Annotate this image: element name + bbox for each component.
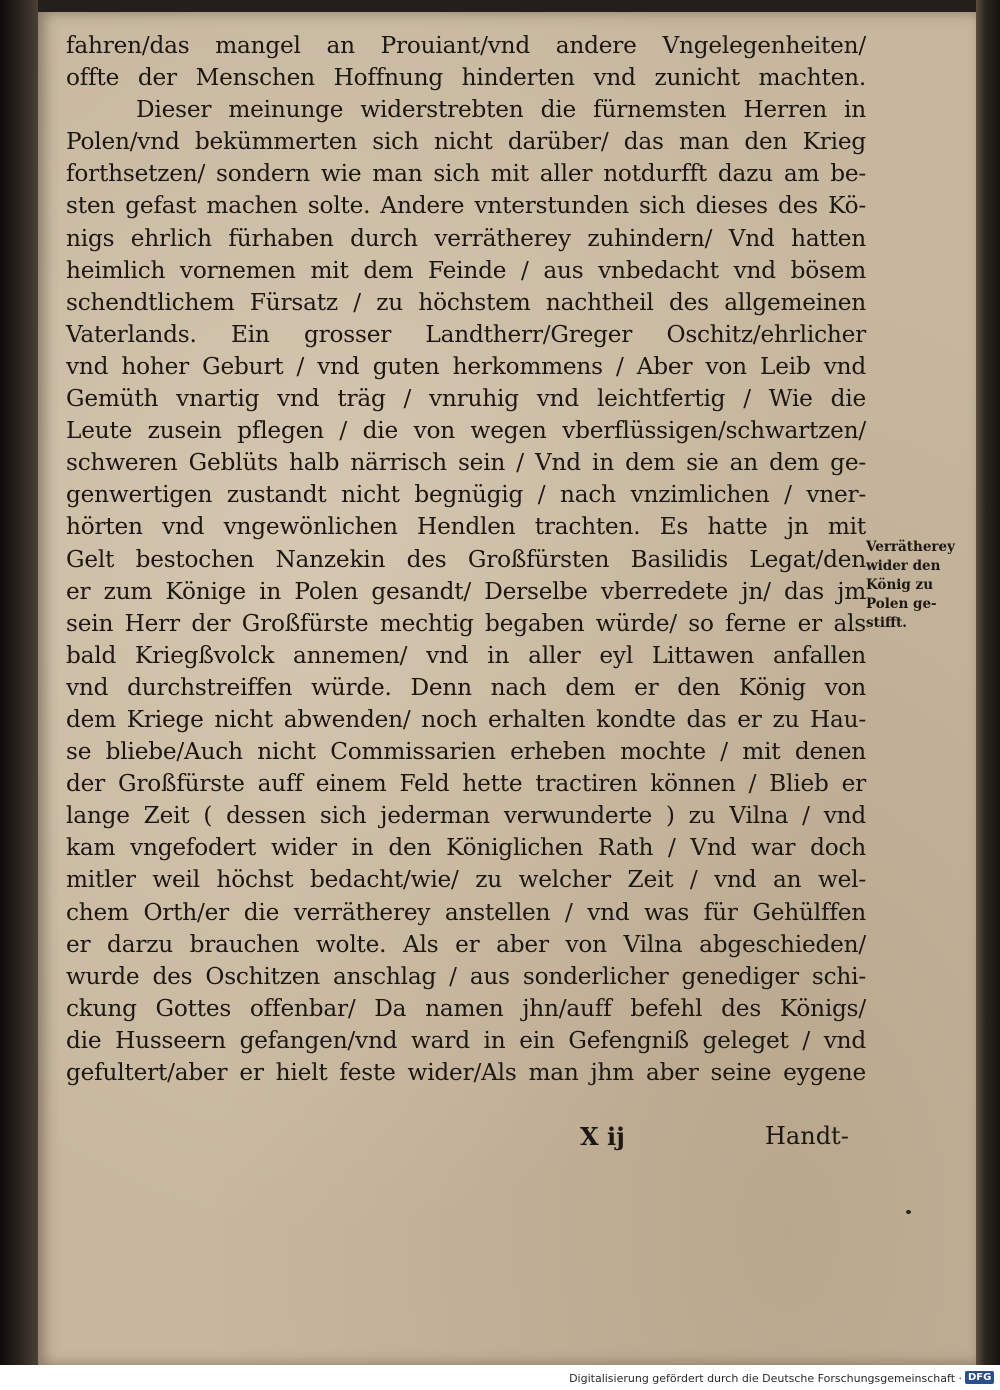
text-line: forthsetzen/ sondern wie man sich mit aller notdurfft dazu am be-: [66, 160, 866, 188]
text-line: Vaterlands. Ein grosser Landtherr/Greger Oschitz/ehrlicher: [66, 320, 866, 348]
text-line: offte der Menschen Hoffnung hinderten vnd zunicht machten.: [66, 64, 866, 92]
text-line: mitler weil höchst bedacht/wie/ zu welcher Zeit / vnd an wel-: [66, 866, 866, 894]
margin-note: [866, 538, 976, 633]
text-line: hörten vnd vngewönlichen Hendlen trachten. Es hatte jn mit: [66, 513, 866, 541]
signature-mark: X ij: [580, 1122, 625, 1151]
text-line: schweren Geblüts halb närrisch sein / Vnd in dem sie an dem ge-: [66, 449, 866, 477]
margin-note-line: Verrätherey: [866, 539, 955, 555]
margin-note-line: König zu: [866, 577, 934, 593]
text-line: schendtlichem Fürsatz / zu höchstem nachtheil des allgemeinen: [66, 288, 866, 316]
text-line: genwertigen zustandt nicht begnügig / nach vnzimlichen / vner-: [66, 481, 866, 509]
text-line: sten gefast machen solte. Andere vnterstunden sich dieses des Kö-: [66, 192, 866, 220]
text-line: Gelt bestochen Nanzekin des Großfürsten Basilidis Legat/den: [66, 545, 866, 573]
text-line: heimlich vornemen mit dem Feinde / aus vnbedacht vnd bösem: [66, 256, 866, 284]
page-edge-right: [976, 0, 1000, 1365]
text-line: bald Kriegßvolck annemen/ vnd in aller eyl Littawen anfallen: [66, 641, 866, 669]
text-line: der Großfürste auff einem Feld hette tractiren können / Blieb er: [66, 770, 866, 798]
catchword: Handt-: [765, 1122, 849, 1150]
text-line: lange Zeit ( dessen sich jederman verwunderte ) zu Vilna / vnd: [66, 802, 866, 830]
text-line: chem Orth/er die verrätherey anstellen / vnd was für Gehülffen: [66, 898, 866, 926]
text-line: se bliebe/Auch nicht Commissarien erheben mochte / mit denen: [66, 738, 866, 766]
text-line: dem Kriege nicht abwenden/ noch erhalten kondte das er zu Hau-: [66, 705, 866, 733]
text-line: Leute zusein pflegen / die von wegen vberflüssigen/schwartzen/: [66, 417, 866, 445]
book-gutter-shadow: [0, 0, 38, 1365]
text-line: nigs ehrlich fürhaben durch verrätherey zuhindern/ Vnd hatten: [66, 224, 866, 252]
text-line: die Husseern gefangen/vnd ward in ein Gefengniß geleget / vnd: [66, 1026, 866, 1054]
body-text: [66, 30, 866, 1089]
text-line: wurde des Oschitzen anschlag / aus sonderlicher genediger schi-: [66, 962, 866, 990]
margin-note-line: stifft.: [866, 615, 907, 631]
text-line: ckung Gottes offenbar/ Da namen jhn/auff befehl des Königs/: [66, 994, 866, 1022]
text-line: er darzu brauchen wolte. Als er aber von Vilna abgeschieden/: [66, 930, 866, 958]
text-line: er zum Könige in Polen gesandt/ Derselbe vberredete jn/ das jm: [66, 577, 866, 605]
text-line: sein Herr der Großfürste mechtig begaben würde/ so ferne er als: [66, 609, 866, 637]
page-footer: [0, 1122, 1000, 1156]
text-line: fahren/das mangel an Prouiant/vnd andere Vngelegenheiten/: [66, 32, 866, 59]
margin-note-line: wider den: [866, 558, 941, 574]
digitization-credit: Digitalisierung gefördert durch die Deutsche Forschungsgemeinschaft ·: [569, 1372, 962, 1385]
dfg-logo: DFG: [965, 1371, 994, 1384]
text-line: kam vngefodert wider in den Königlichen Rath / Vnd war doch: [66, 834, 866, 862]
text-line: Polen/vnd bekümmerten sich nicht darüber/ das man den Krieg: [66, 128, 866, 156]
text-line: Dieser meinunge widerstrebten die fürnemsten Herren in: [136, 96, 866, 124]
text-line: gefultert/aber er hielt feste wider/Als man jhm aber seine eygene: [66, 1059, 866, 1086]
margin-note-line: Polen ge-: [866, 596, 937, 612]
text-line: vnd durchstreiffen würde. Denn nach dem er den König von: [66, 673, 866, 701]
ink-speck: [906, 1210, 911, 1214]
text-line: vnd hoher Geburt / vnd guten herkommens / Aber von Leib vnd: [66, 352, 866, 380]
text-line: Gemüth vnartig vnd träg / vnruhig vnd leichtfertig / Wie die: [66, 385, 866, 413]
